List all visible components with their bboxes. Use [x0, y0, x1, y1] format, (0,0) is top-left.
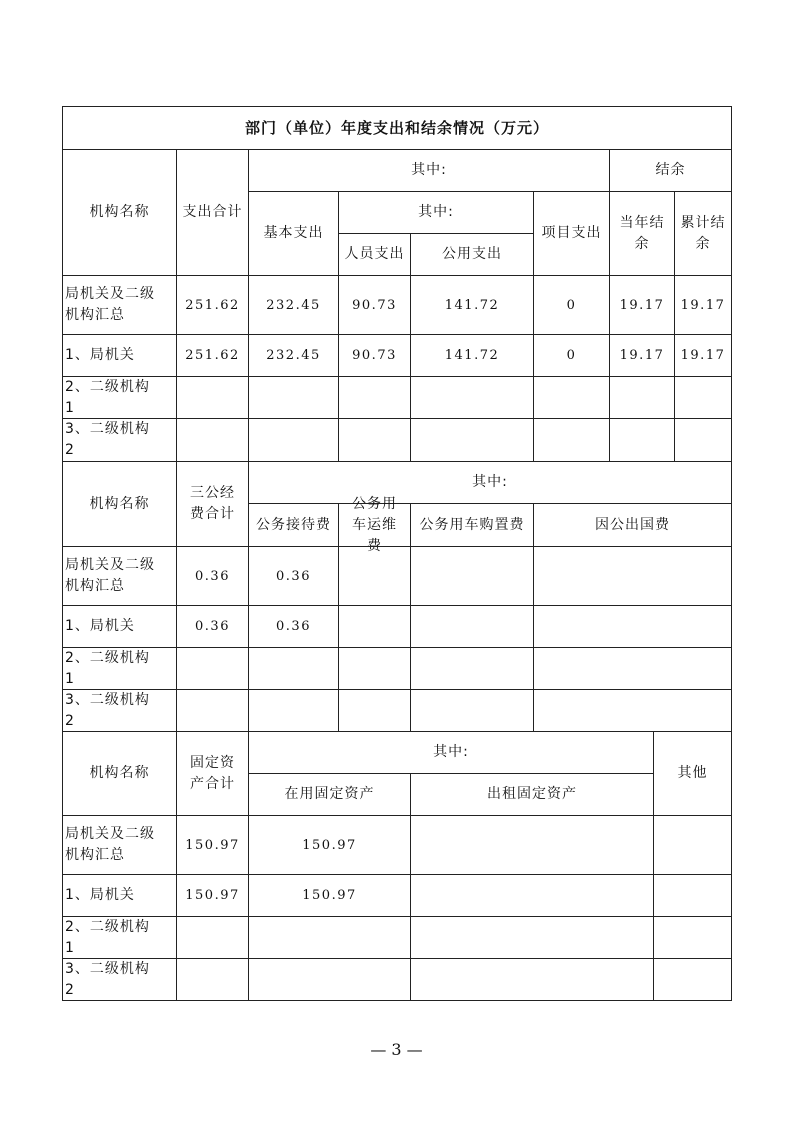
s2-cell-abroad — [533, 689, 732, 732]
s1-header-public — [410, 233, 534, 276]
s3-cell-leased — [410, 874, 654, 917]
s3-cell-in-use — [248, 958, 411, 1001]
s1-cell-cum-balance — [674, 418, 732, 462]
s3-cell-total — [176, 958, 249, 1001]
s2-cell-reception-text: 0.36 — [276, 568, 311, 584]
s3-cell-other — [653, 916, 732, 959]
s1-cell-personnel — [338, 418, 411, 462]
s2-row-org-name-text: 3、二级机构 2 — [65, 691, 150, 729]
s1-cell-year-balance — [609, 334, 675, 377]
s1-header-org-text: 机构名称 — [89, 204, 150, 220]
s1-cell-total — [176, 275, 249, 335]
s3-cell-total-text: 150.97 — [185, 888, 240, 903]
s3-header-other — [653, 731, 732, 816]
s1-header-balance-text: 结余 — [655, 162, 686, 178]
s2-cell-reception — [248, 605, 339, 648]
s2-header-org — [62, 461, 177, 547]
s2-header-of-which — [248, 461, 732, 504]
s1-cell-public — [410, 376, 534, 419]
s1-cell-total — [176, 376, 249, 419]
s1-cell-cum-balance — [674, 376, 732, 419]
s1-header-balance — [609, 149, 732, 192]
s2-header-vehicle-ops-text: 公务用车运维费 — [352, 495, 397, 554]
s3-row-org-name — [62, 958, 177, 1001]
table-title — [62, 106, 732, 150]
s2-header-reception-text: 公务接待费 — [256, 516, 331, 533]
s3-header-other-text: 其他 — [677, 765, 708, 781]
s2-cell-abroad — [533, 647, 732, 690]
s2-row-org-name — [62, 546, 177, 606]
s1-cell-year-balance — [609, 275, 675, 335]
s2-cell-abroad — [533, 605, 732, 648]
s1-cell-basic — [248, 376, 339, 419]
s1-header-basic — [248, 191, 339, 276]
s2-row-org-name-text: 2、二级机构 1 — [65, 649, 150, 687]
s1-row-org-name-text: 1、局机关 — [65, 347, 135, 363]
s1-cell-cum-balance — [674, 334, 732, 377]
s1-header-cum-balance — [674, 191, 732, 276]
s3-header-total — [176, 731, 249, 816]
s1-cell-project-text: 0 — [566, 348, 577, 363]
s3-cell-other — [653, 874, 732, 917]
s1-cell-basic-text: 232.45 — [266, 297, 321, 313]
s1-cell-total-text: 251.62 — [185, 348, 240, 363]
s2-cell-vehicle-ops — [338, 689, 411, 732]
s3-row-org-name — [62, 916, 177, 959]
s1-row-org-name — [62, 334, 177, 377]
s3-cell-leased — [410, 916, 654, 959]
s3-header-of-which — [248, 731, 654, 774]
s3-header-leased — [410, 773, 654, 816]
s1-cell-cum-balance-text: 19.17 — [680, 297, 726, 313]
s2-cell-total — [176, 689, 249, 732]
s1-row-org-name — [62, 376, 177, 419]
s3-cell-leased — [410, 815, 654, 875]
s1-cell-public-text: 141.72 — [444, 348, 500, 363]
s1-cell-total-text: 251.62 — [185, 297, 240, 313]
s2-cell-reception — [248, 647, 339, 690]
s1-cell-basic — [248, 275, 339, 335]
s1-row-org-name — [62, 418, 177, 462]
s1-cell-project — [533, 418, 610, 462]
s2-cell-vehicle-ops — [338, 647, 411, 690]
table-title-text: 部门（单位）年度支出和结余情况（万元） — [244, 118, 549, 137]
s1-cell-basic-text: 232.45 — [266, 348, 321, 363]
s3-header-leased-text: 出租固定资产 — [487, 786, 577, 802]
s2-header-org-text: 机构名称 — [89, 495, 150, 512]
s2-row-org-name — [62, 689, 177, 732]
s2-header-vehicle-purchase-text: 公务用车购置费 — [419, 516, 525, 533]
s3-cell-other — [653, 815, 732, 875]
s3-cell-total — [176, 874, 249, 917]
s3-row-org-name-text: 1、局机关 — [65, 887, 135, 903]
s1-cell-personnel — [338, 376, 411, 419]
s1-cell-cum-balance-text: 19.17 — [680, 348, 726, 363]
s3-cell-in-use — [248, 874, 411, 917]
s3-cell-in-use — [248, 916, 411, 959]
s1-cell-personnel-text: 90.73 — [352, 297, 397, 313]
page-number: — 3 — — [370, 1040, 423, 1059]
s1-cell-personnel-text: 90.73 — [352, 348, 397, 363]
s2-cell-total-text: 0.36 — [195, 568, 230, 584]
s2-header-abroad — [533, 503, 732, 547]
s1-cell-year-balance-text: 19.17 — [619, 297, 665, 313]
s2-cell-total-text: 0.36 — [195, 619, 230, 634]
s2-row-org-name-text: 局机关及二级机构汇总 — [65, 557, 155, 594]
s3-header-org — [62, 731, 177, 816]
s1-header-total — [176, 149, 249, 276]
s2-cell-vehicle-ops — [338, 605, 411, 648]
s3-cell-other — [653, 958, 732, 1001]
s2-cell-abroad — [533, 546, 732, 606]
s3-cell-in-use — [248, 815, 411, 875]
s2-cell-reception — [248, 546, 339, 606]
s1-header-project-text: 项目支出 — [541, 225, 602, 241]
s1-cell-year-balance — [609, 376, 675, 419]
s1-cell-personnel — [338, 275, 411, 335]
s2-header-vehicle-ops — [338, 495, 411, 554]
s2-cell-vehicle-purchase — [410, 689, 534, 732]
s3-header-in-use — [248, 773, 411, 816]
s1-cell-project — [533, 275, 610, 335]
s2-cell-vehicle-ops — [338, 546, 411, 606]
s2-cell-total — [176, 605, 249, 648]
s1-cell-project — [533, 376, 610, 419]
s2-row-org-name — [62, 605, 177, 648]
s2-header-total — [176, 461, 249, 547]
s2-header-vehicle-purchase — [410, 503, 534, 547]
s1-header-sub-of-which-text: 其中: — [418, 204, 454, 220]
s1-cell-public — [410, 275, 534, 335]
s1-header-year-balance — [609, 191, 675, 276]
s3-cell-leased — [410, 958, 654, 1001]
s1-cell-public — [410, 334, 534, 377]
s1-header-org — [62, 149, 177, 276]
s2-header-of-which-text: 其中: — [472, 474, 508, 490]
s2-cell-vehicle-purchase — [410, 605, 534, 648]
s1-cell-total — [176, 418, 249, 462]
s3-row-org-name-text: 3、二级机构 2 — [65, 960, 150, 998]
s1-row-org-name-text: 2、二级机构 1 — [65, 378, 150, 416]
s3-header-in-use-text: 在用固定资产 — [284, 786, 375, 802]
s2-cell-total — [176, 546, 249, 606]
s1-header-of-which — [248, 149, 610, 192]
s3-header-org-text: 机构名称 — [89, 765, 150, 781]
s1-cell-project-text: 0 — [566, 297, 577, 313]
s2-header-abroad-text: 因公出国费 — [595, 516, 670, 533]
s3-header-of-which-text: 其中: — [433, 744, 469, 760]
s1-header-basic-text: 基本支出 — [263, 225, 324, 241]
s2-row-org-name — [62, 647, 177, 690]
s1-header-sub-of-which — [338, 191, 534, 234]
s1-row-org-name — [62, 275, 177, 335]
s1-header-public-text: 公用支出 — [442, 246, 502, 262]
s2-cell-vehicle-purchase — [410, 647, 534, 690]
s3-cell-total — [176, 916, 249, 959]
s3-row-org-name-text: 2、二级机构 1 — [65, 918, 150, 956]
s1-header-personnel — [338, 233, 411, 276]
s1-header-year-balance-text: 当年结余 — [619, 214, 665, 252]
s1-header-cum-balance-text: 累计结余 — [680, 214, 726, 252]
s3-cell-total-text: 150.97 — [185, 837, 240, 853]
s2-header-reception — [248, 503, 339, 547]
s3-row-org-name — [62, 874, 177, 917]
s3-cell-total — [176, 815, 249, 875]
s2-cell-reception-text: 0.36 — [276, 619, 311, 634]
s2-row-org-name-text: 1、局机关 — [65, 618, 135, 634]
s1-header-project — [533, 191, 610, 276]
s1-cell-year-balance — [609, 418, 675, 462]
s3-header-total-text: 固定资产合计 — [190, 754, 235, 792]
s1-header-total-text: 支出合计 — [182, 204, 243, 220]
s1-cell-total — [176, 334, 249, 377]
s2-cell-total — [176, 647, 249, 690]
s3-row-org-name — [62, 815, 177, 875]
s1-cell-public — [410, 418, 534, 462]
s3-cell-in-use-text: 150.97 — [302, 837, 357, 853]
s1-cell-project — [533, 334, 610, 377]
s1-row-org-name-text: 3、二级机构 2 — [65, 421, 150, 458]
s1-row-org-name-text: 局机关及二级机构汇总 — [65, 286, 155, 323]
s1-cell-personnel — [338, 334, 411, 377]
s3-cell-in-use-text: 150.97 — [302, 888, 357, 903]
s2-header-total-text: 三公经费合计 — [190, 485, 235, 522]
s1-cell-public-text: 141.72 — [444, 297, 500, 313]
s1-cell-cum-balance — [674, 275, 732, 335]
s3-row-org-name-text: 局机关及二级机构汇总 — [65, 826, 155, 863]
s1-cell-basic — [248, 334, 339, 377]
s2-cell-reception — [248, 689, 339, 732]
s2-cell-vehicle-purchase — [410, 546, 534, 606]
s1-header-personnel-text: 人员支出 — [344, 246, 405, 262]
s1-cell-basic — [248, 418, 339, 462]
s1-cell-year-balance-text: 19.17 — [619, 348, 665, 363]
s1-header-of-which-text: 其中: — [411, 162, 447, 178]
